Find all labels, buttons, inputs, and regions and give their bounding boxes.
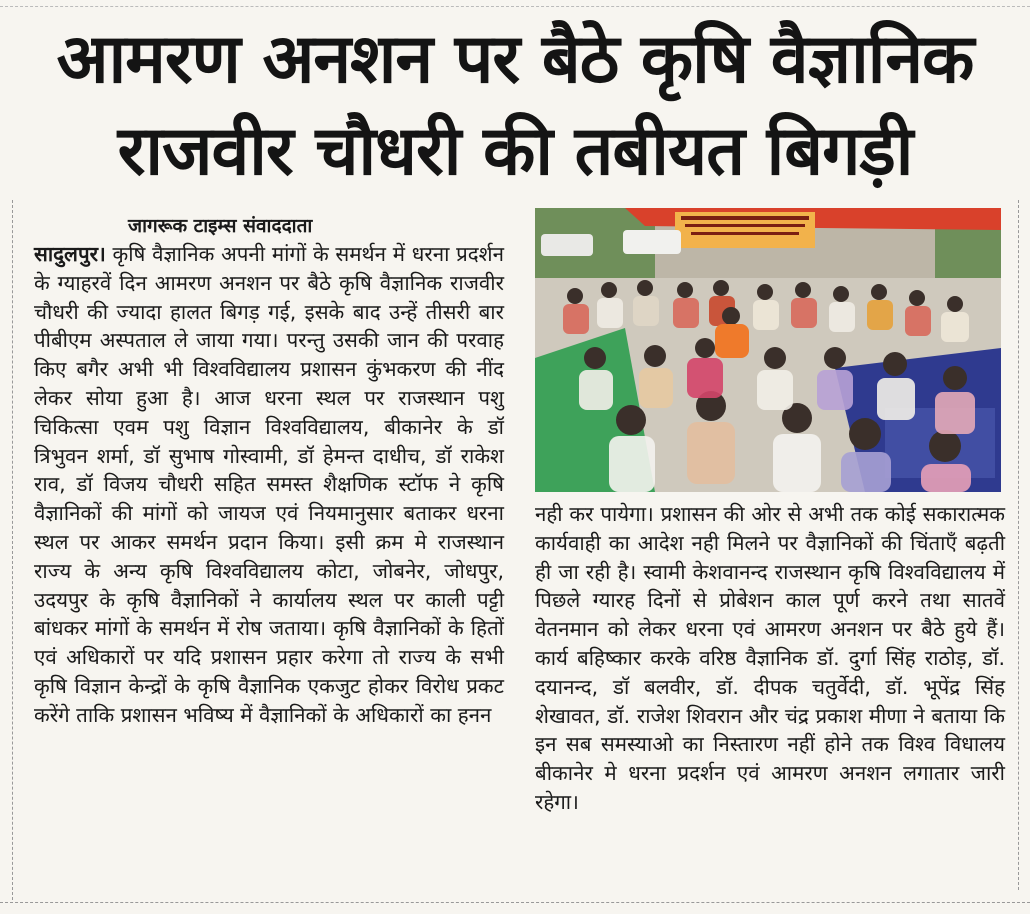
article-body-left: कृषि वैज्ञानिक अपनी मांगों के समर्थन में धरना प्रदर्शन के ग्याहरवें दिन आमरण अनशन पर बैठे कृषि वैज्ञानिक राजवीर चौधरी की ज्यादा हालत बिगड़ गई, इसके बाद उन्हें तीसरी बार पीबीएम अस्पताल ले जाया गया। परन्तु उसकी जान की परवाह किए बगैर अभी भी विश्वविद्यालय प्रशासन कुंभकरण की नींद लेकर सोया हुआ है। आज धरना स्थल पर राजस्थान पशु चिकित्सा एवम पशु विज्ञान विश्वविद्यालय, बीकानेर के डॉ त्रिभुवन शर्मा, डॉ सुभाष गोस्वामी, डॉ हेमन्त दाधीच, डॉ राकेश राव, डॉ विजय चौधरी सहित समस्त शैक्षणिक स्टॉफ ने कृषि वैज्ञानिकों की मांगों को जायज एवं नियमानुसार बताकर धरना स्थल पर आकर समर्थन प्रदान किया। इसी क्रम मे राजस्थान राज्य के अन्य कृषि विश्वविद्यालय कोटा, जोबनेर, जोधपुर, उदयपुर के कृषि वैज्ञानिकों ने कार्यालय स्थल पर काली पट्टी बांधकर मांगों के समर्थन में रोष जताया। कृषि वैज्ञानिकों के हितों एवं अधिकारों पर यदि प्रशासन प्रहार करेगा तो राज्य के सभी कृषि विज्ञान केन्द्रों के कृषि वैज्ञानिक एकजुट होकर विरोध प्रकट करेंगे ताकि प्रशासन भविष्य में वैज्ञानिकों के अधिकारों का हनन	[34, 242, 504, 727]
headline-line-2: राजवीर चौधरी की तबीयत बिगड़ी	[117, 112, 913, 191]
dateline: सादुलपुर।	[34, 242, 106, 266]
article-column-left	[34, 240, 504, 730]
article-column-right	[535, 500, 1005, 817]
article-paragraph-left	[34, 240, 504, 730]
article-body-right: नही कर पायेगा। प्रशासन की ओर से अभी तक कोई सकारात्मक कार्यवाही का आदेश नही मिलने पर वैज्ञानिकों की चिंताएँ बढ़ती ही जा रही है। स्वामी केशवानन्द राजस्थान कृषि विश्वविद्यालय में पिछले ग्यारह दिनों से प्रोबेशन काल पूर्ण करने तथा सातवें वेतनमान को लेकर धरना एवं आमरण अनशन पर बैठे हुये हैं। कार्य बहिष्कार करके वरिष्ठ वैज्ञानिक डॉ. दुर्गा सिंह राठोड़, डॉ. दयानन्द, डॉ बलवीर, डॉ. दीपक चतुर्वेदी, डॉ. भूपेंद्र सिंह शेखावत, डॉ. राजेश शिवरान और चंद्र प्रकाश मीणा ने बताया कि इन सब समस्याओ का निस्तारण नहीं होने तक विश्व विधालय बीकानेर मे धरना प्रदर्शन एवं आमरण अनशन लगातार जारी रहेगा।	[535, 502, 1005, 814]
headline	[20, 14, 1010, 198]
column-rule-left	[12, 200, 13, 900]
clipping-edge-top	[0, 0, 1030, 7]
headline-line-1: आमरण अनशन पर बैठे कृषि वैज्ञानिक	[56, 20, 974, 99]
clipping-edge-bottom	[0, 902, 1030, 903]
byline: जागरूक टाइम्स संवाददाता	[128, 215, 313, 237]
news-photo	[535, 208, 1001, 492]
protest-gathering-photo-icon	[535, 208, 1001, 492]
column-rule-right	[1018, 200, 1019, 890]
